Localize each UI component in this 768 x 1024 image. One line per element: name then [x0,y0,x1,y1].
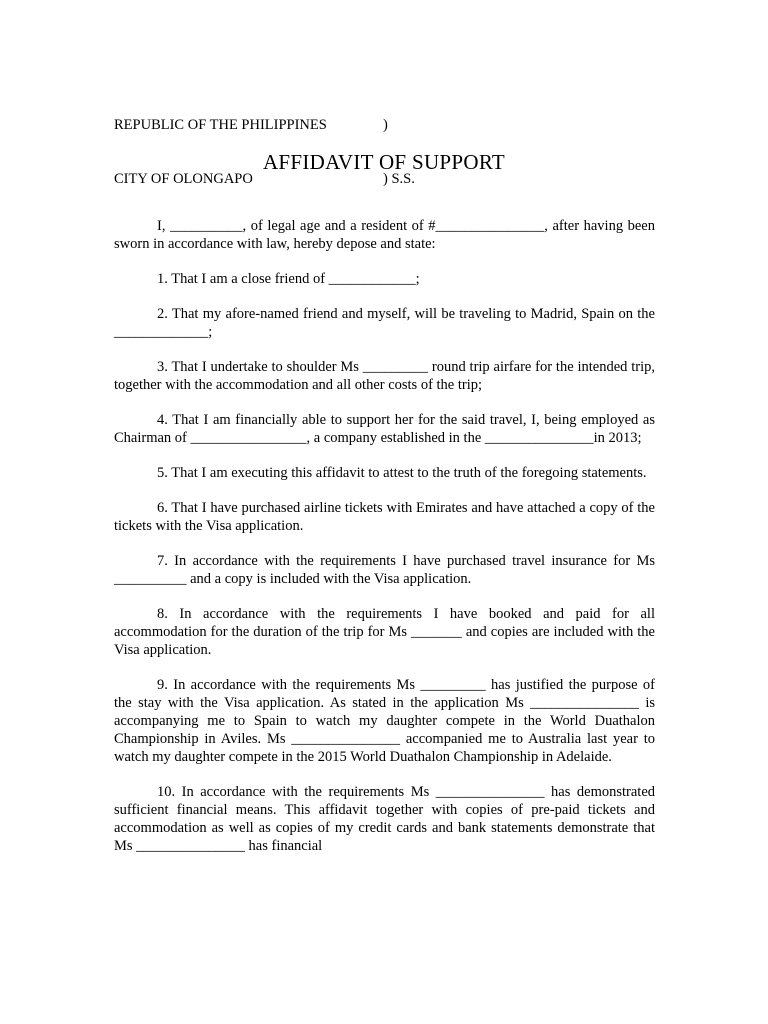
venue-city: CITY OF OLONGAPO [114,171,253,187]
paragraph-6: 6. That I have purchased airline tickets with Emirates and have attached a copy of the tickets with the Visa application. [114,500,655,534]
document-body [114,217,655,872]
venue-line-country [114,116,388,134]
venue-ss-mark: ) S.S. [383,171,415,187]
paragraph-5: 5. That I am executing this affidavit to attest to the truth of the foregoing statements. [157,465,647,481]
paragraph-3: 3. That I undertake to shoulder Ms _________ round trip airfare for the intended trip, together with the accommodation and all other costs of the trip; [114,359,655,393]
paragraph-8: 8. In accordance with the requirements I have booked and paid for all accommodation for the duration of the trip for Ms _______ and copies are included with the Visa application. [114,606,655,658]
paragraph-7: 7. In accordance with the requirements I have purchased travel insurance for Ms __________ and a copy is included with the Visa application. [114,553,655,587]
venue-country-mark: ) [383,117,388,133]
paragraph-4: 4. That I am financially able to support her for the said travel, I, being employed as Chairman of ________________, a company established in the _______________in 2013; [114,412,655,446]
paragraph-intro: I, __________, of legal age and a resident of #_______________, after having been sworn in accordance with law, hereby depose and state: [114,218,655,252]
paragraph-10: 10. In accordance with the requirements Ms _______________ has demonstrated sufficient financial means. This affidavit together with copies of pre-paid tickets and accommodation as well as copies of my credit cards and bank statements demonstrate that Ms _______________ has financial [114,784,655,854]
paragraph-9: 9. In accordance with the requirements Ms _________ has justified the purpose of the stay with the Visa application. As stated in the application Ms _______________ is accompanying me to Spain to watch my daughter compete in the World Duathalon Championship in Aviles. Ms _______________ accompanied me to Australia last year to watch my daughter compete in the 2015 World Duathalon Championship in Adelaide. [114,677,655,765]
paragraph-2: 2. That my afore-named friend and myself, will be traveling to Madrid, Spain on the _____________; [114,306,655,340]
paragraph-1: 1. That I am a close friend of ____________; [157,271,420,287]
venue-country: REPUBLIC OF THE PHILIPPINES [114,117,327,133]
document-title: AFFIDAVIT OF SUPPORT [262,150,506,174]
